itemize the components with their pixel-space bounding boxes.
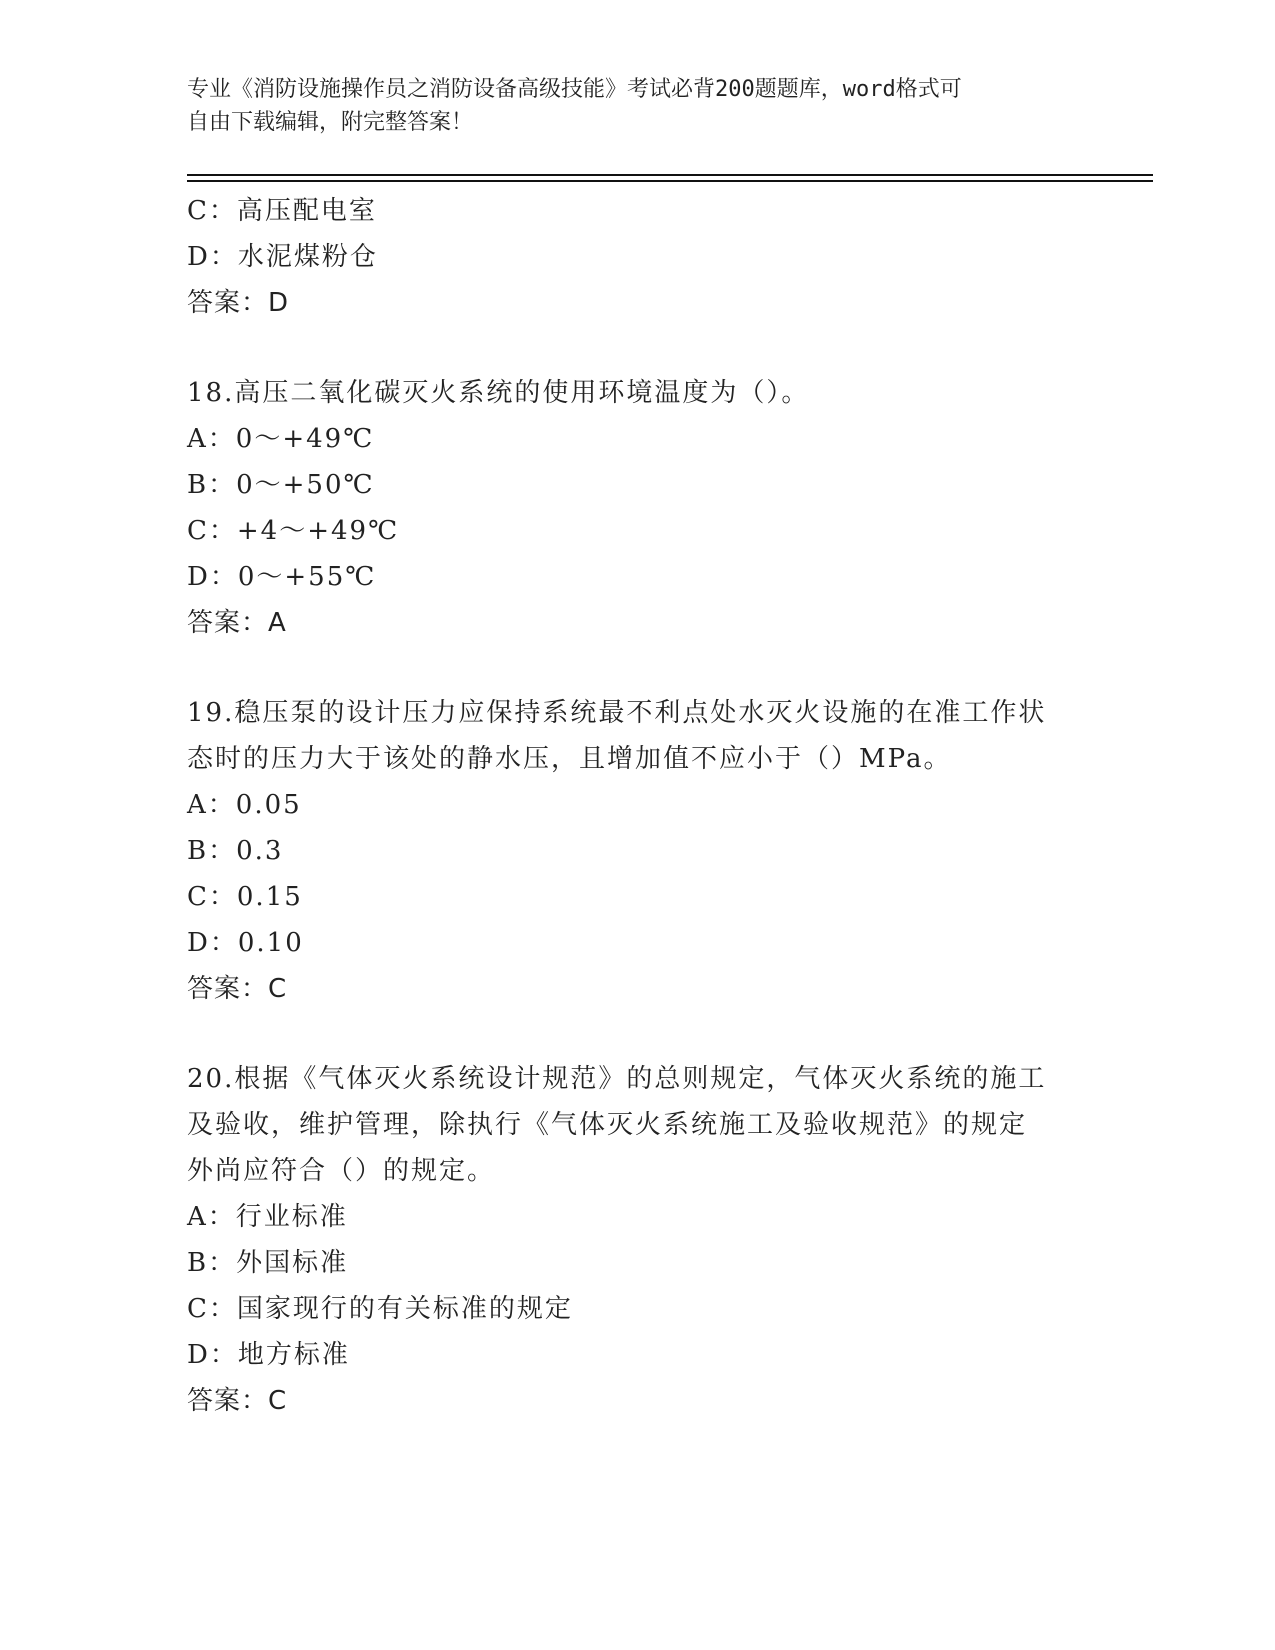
option-d: D：地方标准 [187,1340,350,1370]
spacer [187,646,1087,690]
header-rule-bottom [187,180,1153,182]
answer-line: 答案：C [187,974,288,1004]
question-block [187,1056,1087,1424]
option-c: C：国家现行的有关标准的规定 [187,1294,573,1324]
header-rule-top [187,174,1153,176]
header-line-2: 自由下载编辑，附完整答案！ [187,110,474,135]
question-stem: 20.根据《气体灭火系统设计规范》的总则规定，气体灭火系统的施工 [187,1064,1047,1094]
option-a: A：0.05 [187,790,302,820]
option-d: D：水泥煤粉仓 [187,242,378,272]
option-b: B：0～+50℃ [187,470,375,500]
spacer [187,326,1087,370]
option-a: A：0～+49℃ [187,424,375,454]
question-block [187,690,1087,1012]
question-stem: 态时的压力大于该处的静水压，且增加值不应小于（）MPa。 [187,744,952,774]
header-line-1: 专业《消防设施操作员之消防设备高级技能》考试必背200题题库，word格式可 [187,77,962,102]
option-c: C：+4～+49℃ [187,516,400,546]
question-block [187,370,1087,646]
option-c: C：高压配电室 [187,196,377,226]
option-d: D：0～+55℃ [187,562,377,592]
option-c: C：0.15 [187,882,303,912]
answer-line: 答案：C [187,1386,288,1416]
option-b: B：0.3 [187,836,284,866]
question-stem: 19.稳压泵的设计压力应保持系统最不利点处水灭火设施的在准工作状 [187,698,1047,728]
document-header [187,73,1067,139]
answer-line: 答案：D [187,288,290,318]
question-stem: 及验收，维护管理，除执行《气体灭火系统施工及验收规范》的规定 [187,1110,1028,1140]
question-block [187,188,1087,326]
question-stem: 18.高压二氧化碳灭火系统的使用环境温度为（）。 [187,378,810,408]
option-b: B：外国标准 [187,1248,349,1278]
option-d: D：0.10 [187,928,304,958]
question-list [187,188,1087,1424]
option-a: A：行业标准 [187,1202,348,1232]
spacer [187,1012,1087,1056]
answer-line: 答案：A [187,608,287,638]
question-stem: 外尚应符合（）的规定。 [187,1156,496,1186]
